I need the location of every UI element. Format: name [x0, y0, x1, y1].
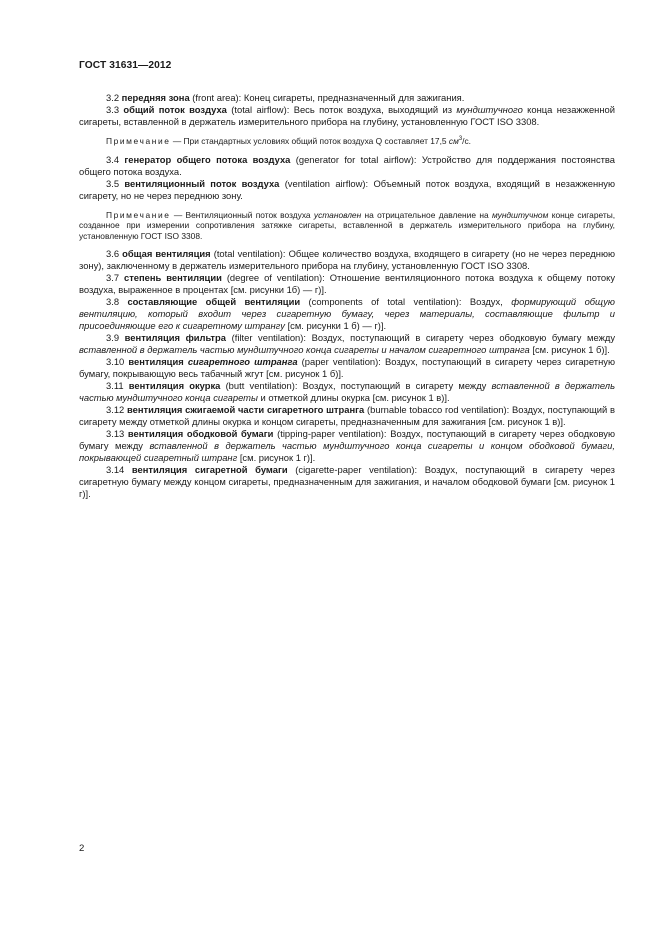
note-label: Примечание [106, 209, 171, 220]
document-header: ГОСТ 31631—2012 [79, 60, 172, 71]
term: вентиляция ободковой бумаги [127, 428, 274, 439]
term: степень вентиляции [124, 272, 222, 283]
term: вентиляционный поток воздуха [124, 177, 280, 189]
definition-3-6: 3.6 общая вентиляция (total ventilation): Общее количество воздуха, входящего в сигарету (но не через переднюю зону), заключенному в держатель измерительного прибора на глубину, установленную ГОСТ ISO 3308. [79, 248, 616, 271]
definition-3-7: 3.7 степень вентиляции (degree of ventilation): Отношение вентиляционного потока воздуха к общему потоку воздуха, выраженное в процентах [см. рисунки 1б) — г)]. [79, 272, 616, 295]
term: вентиляция фильтра [124, 332, 226, 343]
definition-3-11: 3.11 вентиляция окурка (butt ventilation): Воздух, поступающий в сигарету между вставленной в держатель частью мундштучного конца сигареты и отметкой длины окурка [см. рисунок 1 в)]. [79, 380, 616, 403]
note-3-3: Примечание — При стандартных условиях общий поток воздуха Q составляет 17,5 $см^3/с$. [106, 136, 472, 146]
term: передняя зона [121, 92, 190, 103]
term: общая вентиляция [122, 248, 211, 259]
definition-3-14: 3.14 вентиляция сигаретной бумаги (cigarette-paper ventilation): Воздух, поступающий в сигарету через сигаретную бумагу между концом сигареты, предназначенным для зажигания, и началом ободковой бумаги [см. рисунок 1 г)]. [79, 464, 615, 499]
term: вентиляция сигаретной бумаги [131, 464, 288, 475]
term: вентиляция [128, 356, 184, 367]
document-body [79, 92, 615, 500]
note-label: Примечание [106, 136, 171, 146]
term: вентиляция сжигаемой части сигаретного штранга [127, 404, 365, 415]
definition-3-13: 3.13 вентиляция ободковой бумаги (tipping-paper ventilation): Воздух, поступающий в сигарету через ободковую бумагу между вставленной в держатель частью мундштучного конца сигареты и концом ободковой бумаги, покрывающей сигаретный штранг [см. рисунок 1 г)]. [79, 428, 616, 463]
note-3-5: Примечание — Вентиляционный поток воздуха установлен на отрицательное давление на мундштучном конце сигареты, созданное при измерении сопротивления затяжке сигареты, вставленной в держатель измерительного прибора на глубину, установленную ГОСТ ISO 3308. [79, 209, 616, 241]
term: составляющие общей вентиляции [127, 296, 301, 307]
definition-3-4: 3.4 генератор общего потока воздуха (generator for total airflow): Устройство для поддержания постоянства общего потока воздуха. [79, 153, 616, 177]
definition-3-12: 3.12 вентиляция сжигаемой части сигаретного штранга (burnable tobacco rod ventilation): Воздух, поступающий в сигарету между отметкой длины окурка и концом сигареты, предназначенным для зажигания [см. рисунок 1 в)]. [79, 404, 615, 427]
term: общий поток воздуха [123, 104, 227, 115]
definition-3-9: 3.9 вентиляция фильтра (filter ventilation): Воздух, поступающий в сигарету через ободковую бумагу между вставленной в держатель частью мундштучного конца сигареты и началом сигаретного штранга [см. рисунок 1 б)]. [79, 332, 616, 355]
definition-3-2: 3.2 передняя зона (front area): Конец сигареты, предназначенный для зажигания. [106, 92, 465, 103]
page-number: 2 [79, 843, 85, 854]
definition-3-3: 3.3 общий поток воздуха (total airflow): Весь поток воздуха, выходящий из мундштучного конца незажженной сигареты, вставленной в держатель измерительного прибора на глубину, установленную ГОСТ ISO 3308. [79, 104, 615, 127]
definition-3-5: 3.5 вентиляционный поток воздуха (ventilation airflow): Объемный поток воздуха, входящий в незажженную сигарету, но не через переднюю зону. [79, 177, 616, 201]
definition-3-8: 3.8 составляющие общей вентиляции (components of total ventilation): Воздух, формирующий общую вентиляцию, который входит через сигаретную бумагу, через материалы, составляющие фильтр и присоединяющие его к сигаретному штрангу [см. рисунки 1 б) — г)]. [79, 296, 615, 331]
term: генератор общего потока воздуха [124, 153, 291, 165]
term: вентиляция окурка [128, 380, 221, 391]
definition-3-10: 3.10 вентиляция сигаретного штранга (paper ventilation): Воздух, поступающий в сигарету через сигаретную бумагу, покрывающую весь табачный жгут [см. рисунок 1 б)]. [79, 356, 615, 379]
